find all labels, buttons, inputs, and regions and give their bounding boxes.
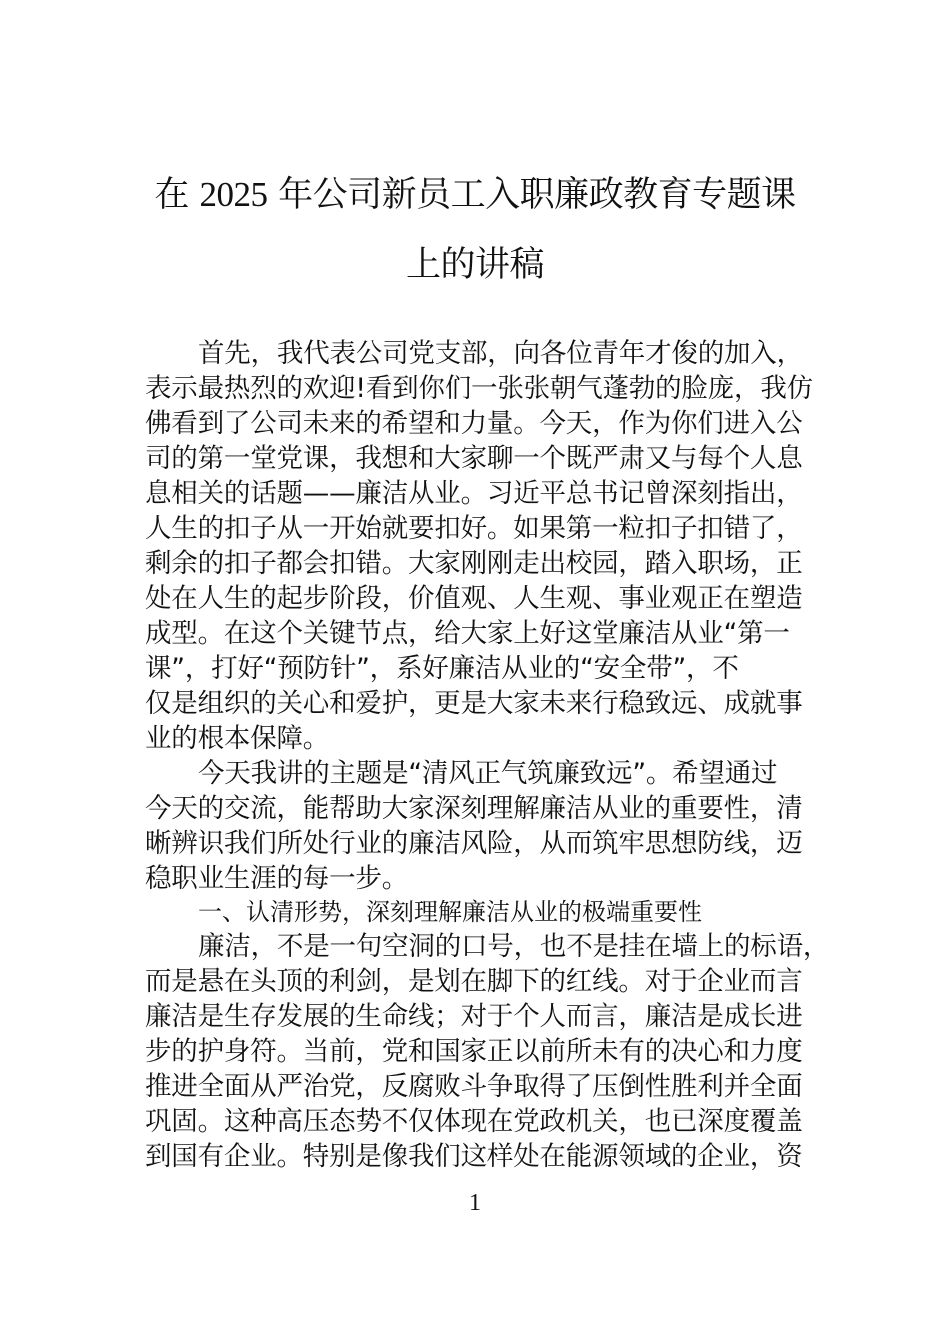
paragraph-1-line-10: 课”，打好“预防针”，系好廉洁从业的“安全带”，不 (145, 653, 739, 684)
paragraph-1-line-2: 表示最热烈的欢迎!看到你们一张张朝气蓬勃的脸庞，我仿 (145, 373, 813, 404)
document-title-line-1 (120, 177, 830, 213)
paragraph-3-line-3: 廉洁是生存发展的生命线；对于个人而言，廉洁是成长进 (145, 1001, 803, 1032)
paragraph-1-line-5: 息相关的话题——廉洁从业。习近平总书记曾深刻指出， (145, 478, 803, 509)
paragraph-2-line-3: 晰辨识我们所处行业的廉洁风险，从而筑牢思想防线，迈 (145, 828, 803, 859)
section-heading-1: 一、认清形势，深刻理解廉洁从业的极端重要性 (198, 898, 702, 926)
title-year: 2025 (199, 175, 268, 214)
paragraph-1-line-4: 司的第一堂党课，我想和大家聊一个既严肃又与每个人息 (145, 443, 803, 474)
paragraph-3-line-1: 廉洁，不是一句空洞的口号，也不是挂在墙上的标语， (198, 931, 830, 962)
paragraph-1-line-12: 业的根本保障。 (145, 723, 330, 754)
paragraph-2-line-2: 今天的交流，能帮助大家深刻理解廉洁从业的重要性，清 (145, 793, 803, 824)
paragraph-1-line-9: 成型。在这个关键节点，给大家上好这堂廉洁从业“第一 (145, 618, 790, 649)
paragraph-1-line-11: 仅是组织的关心和爱护，更是大家未来行稳致远、成就事 (145, 688, 803, 719)
paragraph-1-line-6: 人生的扣子从一开始就要扣好。如果第一粒扣子扣错了， (145, 513, 803, 544)
paragraph-3-line-7: 到国有企业。特别是像我们这样处在能源领域的企业，资 (145, 1141, 803, 1172)
paragraph-2-line-4: 稳职业生涯的每一步。 (145, 863, 408, 894)
paragraph-2-line-1: 今天我讲的主题是“清风正气筑廉致远”。希望通过 (198, 758, 778, 789)
paragraph-3-line-2: 而是悬在头顶的利剑，是划在脚下的红线。对于企业而言 (145, 966, 803, 997)
paragraph-1-line-1: 首先，我代表公司党支部，向各位青年才俊的加入， (198, 338, 803, 369)
paragraph-3-line-6: 巩固。这种高压态势不仅体现在党政机关，也已深度覆盖 (145, 1106, 803, 1137)
title-prefix: 在 (154, 175, 200, 215)
paragraph-1-line-7: 剩余的扣子都会扣错。大家刚刚走出校园，踏入职场，正 (145, 548, 803, 579)
title-suffix: 年公司新员工入职廉政教育专题课 (267, 175, 796, 215)
page-number: 1 (469, 1190, 481, 1216)
paragraph-1-line-8: 处在人生的起步阶段，价值观、人生观、事业观正在塑造 (145, 583, 803, 614)
paragraph-3-line-5: 推进全面从严治党，反腐败斗争取得了压倒性胜利并全面 (145, 1071, 803, 1102)
paragraph-1-line-3: 佛看到了公司未来的希望和力量。今天，作为你们进入公 (145, 408, 803, 439)
document-title-line-2: 上的讲稿 (405, 245, 544, 285)
paragraph-3-line-4: 步的护身符。当前，党和国家正以前所未有的决心和力度 (145, 1036, 803, 1067)
